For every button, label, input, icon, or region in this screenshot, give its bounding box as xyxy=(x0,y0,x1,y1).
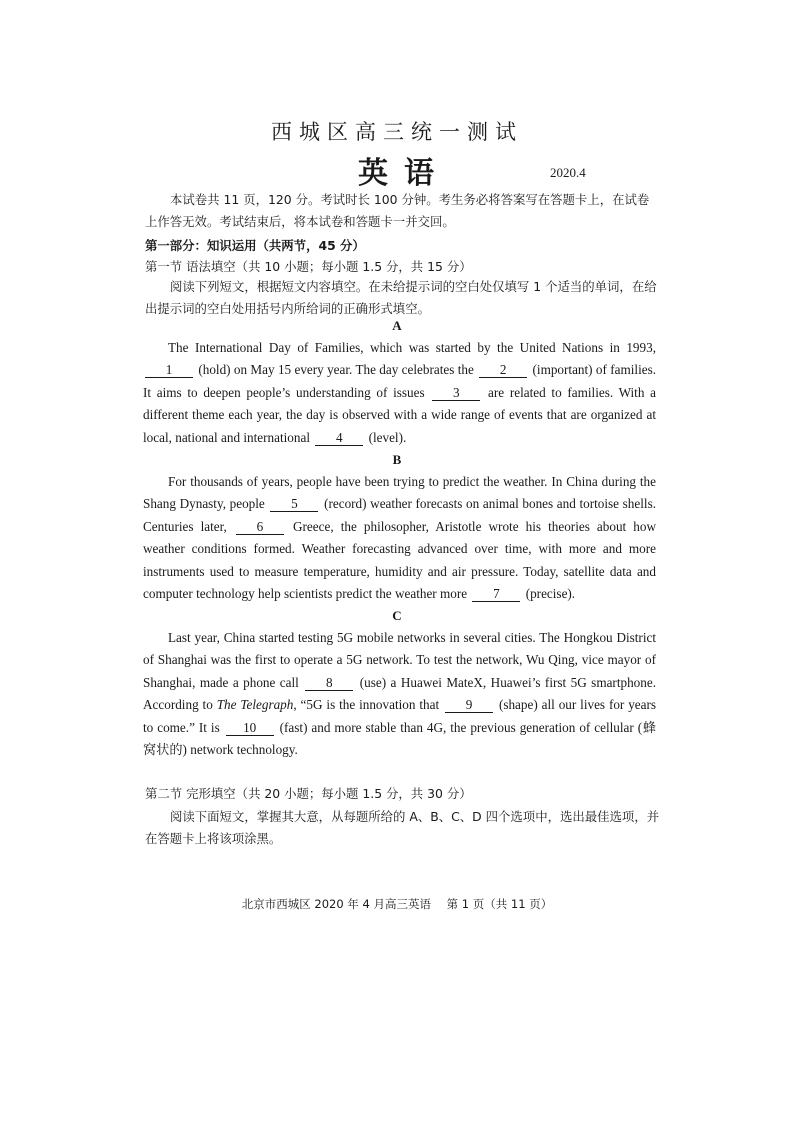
blank-6: 6 xyxy=(236,519,284,535)
blank-7: 7 xyxy=(472,586,520,602)
blank-5: 5 xyxy=(270,496,318,512)
passage-text: are related to families. With a different theme each year, the day is observed with a wide range of events that are organized at local, national and international xyxy=(143,384,656,445)
exam-date: 2020.4 xyxy=(550,165,586,180)
part1-heading: 第一部分：知识运用（共两节，45 分） xyxy=(145,238,365,253)
blank-8: 8 xyxy=(305,675,353,691)
blank-10: 10 xyxy=(226,720,274,736)
page-footer xyxy=(0,896,794,912)
section1-directions: 阅读下列短文，根据短文内容填空。在未给提示词的空白处仅填写 1 个适当的单词，在给出提示词的空白处用括号内所给词的正确形式填空。 xyxy=(145,279,657,316)
passage-a-label: A xyxy=(392,318,402,333)
passage-text: Greece, the philosopher, Aristotle wrote his theories about how weather conditions formed. Weather forecasting advanced over time, with more and more instruments used to measure temperature, humidity and air pressure. Today, satellite data and computer technology help scientists predict the weather more xyxy=(143,518,657,602)
passage-text: (precise). xyxy=(525,586,576,602)
section2-heading: 第二节 完形填空（共 20 小题；每小题 1.5 分，共 30 分） xyxy=(145,786,472,801)
passage-b xyxy=(143,471,656,605)
blank-9: 9 xyxy=(445,697,493,713)
subject-title: 英语 xyxy=(358,156,450,191)
passage-text: , “5G is the innovation that xyxy=(293,697,440,713)
passage-text: (hold) on May 15 every year. The day celebrates the xyxy=(198,362,474,378)
source-title: The Telegraph xyxy=(216,697,294,713)
exam-title: 西城区高三统一测试 xyxy=(271,120,523,144)
passage-text: For thousands of years, people have been trying to predict the weather. In China during the Shang Dynasty, people xyxy=(143,474,656,512)
passage-text: (important) of families. It aims to deepen people’s understanding of issues xyxy=(143,362,657,400)
passage-b-label: B xyxy=(392,452,402,467)
exam-instructions: 本试卷共 11 页，120 分。考试时长 100 分钟。考生务必将答案写在答题卡上，在试卷上作答无效。考试结束后，将本试卷和答题卡一并交回。 xyxy=(145,192,650,229)
passage-text: (record) weather forecasts on animal bones and tortoise shells. Centuries later, xyxy=(143,496,657,534)
footer-page-number: 第 1 页（共 11 页） xyxy=(446,897,553,911)
blank-4: 4 xyxy=(315,430,363,446)
section2-directions: 阅读下面短文，掌握其大意，从每题所给的 A、B、C、D 四个选项中，选出最佳选项，并在答题卡上将该项涂黑。 xyxy=(145,809,660,846)
blank-3: 3 xyxy=(432,385,480,401)
passage-c-label: C xyxy=(392,608,402,623)
blank-1: 1 xyxy=(145,362,193,378)
passage-text: The International Day of Families, which was started by the United Nations in 1993, xyxy=(168,340,656,355)
blank-2: 2 xyxy=(479,362,527,378)
passage-text: (use) a Huawei MateX, Huawei’s first 5G smartphone. According to xyxy=(143,674,657,713)
passage-text: Last year, China started testing 5G mobile networks in several cities. The Hongkou District of Shanghai was the first to operate a 5G network. To test the network, Wu Qing, vice mayor of Shanghai, made a phone call xyxy=(143,630,656,690)
passage-text: (level). xyxy=(368,429,407,445)
footer-exam-info: 北京市西城区 2020 年 4 月高三英语 xyxy=(241,897,431,911)
section1-heading: 第一节 语法填空（共 10 小题；每小题 1.5 分，共 15 分） xyxy=(145,259,472,274)
passage-c xyxy=(143,627,656,761)
passage-a xyxy=(143,337,656,449)
passage-text: (shape) all our lives for years to come.” It is xyxy=(143,697,657,735)
passage-text: (fast) and more stable than 4G, the previous generation of cellular (蜂窝状的) network technology. xyxy=(143,719,657,758)
